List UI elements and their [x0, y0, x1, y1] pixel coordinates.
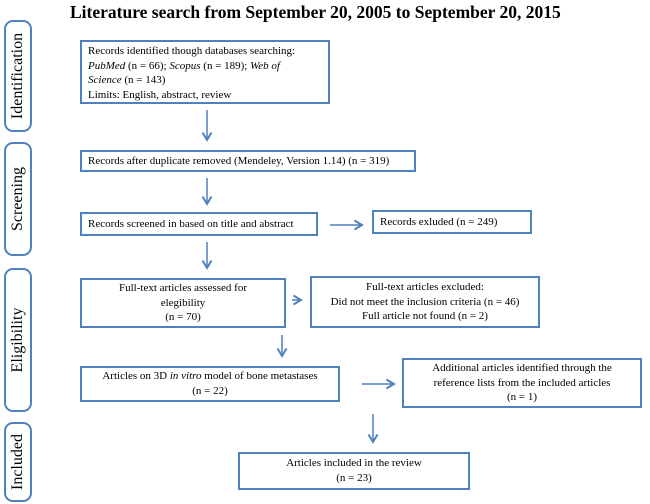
- additional-articles-count: (n = 1): [506, 391, 538, 404]
- page-title: Literature search from September 20, 2005 to September 20, 2015: [70, 2, 561, 22]
- articles-3d-post: model of bone metastases: [201, 370, 318, 383]
- phase-eligibility-label: Eligibility: [9, 307, 26, 373]
- articles-3d-italic: in vitro: [169, 370, 202, 383]
- db-wos-part1: Web of: [250, 59, 280, 72]
- db-wos-count: (n = 143): [121, 74, 166, 87]
- limits-text: Limits: English, abstract, review: [88, 88, 232, 101]
- fulltext-excluded-line1: Full-text articles excluded:: [366, 281, 484, 294]
- articles-3d-count: (n = 22): [192, 385, 228, 397]
- fulltext-assessed-line1: Full-text articles assessed for: [119, 282, 247, 295]
- records-excluded-text: Records exluded (n = 249): [380, 215, 498, 228]
- articles-3d-pre: Articles on 3D: [102, 370, 170, 383]
- records-screened-text: Records screened in based on title and abstract: [88, 217, 294, 230]
- db-pubmed: PubMed: [88, 59, 126, 72]
- db-scopus-count: (n = 189);: [200, 59, 251, 72]
- additional-articles-line1: Additional articles identified through the: [432, 362, 612, 375]
- fulltext-excluded-line3: Full article not found (n = 2): [362, 310, 488, 323]
- articles-included-count: (n = 23): [336, 472, 372, 484]
- db-scopus: Scopus: [169, 59, 201, 72]
- fulltext-assessed-line2: elegibility: [160, 296, 206, 309]
- phase-screening-label: Screening: [9, 167, 26, 231]
- db-pubmed-count: (n = 66);: [125, 59, 170, 72]
- additional-articles-line2: reference lists from the included articles: [433, 376, 611, 389]
- fulltext-excluded-line2: Did not meet the inclusion criteria (n = 46): [330, 295, 520, 308]
- duplicates-removed-text: Records after duplicate removed (Mendeley, Version 1.14) (n = 319): [88, 154, 390, 167]
- db-wos-part2: Science: [88, 74, 122, 87]
- phase-included-label: Included: [9, 434, 26, 490]
- records-identified-line: Records identified though databases searching:: [88, 45, 296, 57]
- articles-included-line1: Articles included in the review: [286, 457, 422, 470]
- fulltext-assessed-count: (n = 70): [165, 311, 201, 324]
- phase-identification-label: Identification: [9, 32, 26, 120]
